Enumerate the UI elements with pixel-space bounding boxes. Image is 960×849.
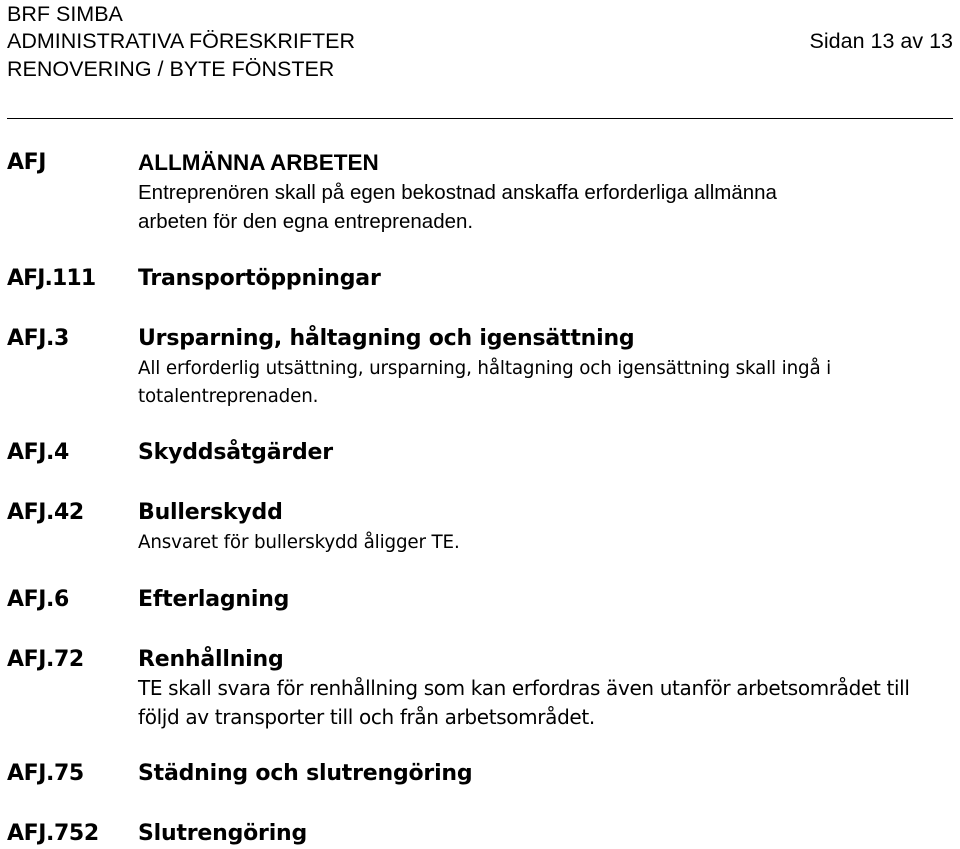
section-title: ALLMÄNNA ARBETEN [138,150,379,175]
section-text [138,355,831,411]
section-title: Skyddsåtgärder [138,440,333,465]
section-title: Efterlagning [138,587,290,612]
section-code: AFJ.111 [7,266,96,291]
section-code: AFJ.75 [7,761,84,786]
section-title: Städning och slutrengöring [138,761,473,786]
section-code: AFJ [7,150,47,175]
section-text-line: TE skall svara för renhållning som kan erfordras även utanför arbetsområdet till [138,676,910,700]
section-title: Slutrengöring [138,821,308,846]
page-number: Sidan 13 av 13 [809,29,953,53]
section-text-line: Entreprenören skall på egen bekostnad anskaffa erforderliga allmänna [138,181,777,204]
header-subject: RENOVERING / BYTE FÖNSTER [7,57,335,81]
section-code: AFJ.4 [7,440,69,465]
section-text-line: följd av transporter till och från arbetsområdet. [138,705,595,729]
header-org: BRF SIMBA [7,2,123,26]
section-title: Bullerskydd [138,500,283,525]
section-text-line: Ansvaret för bullerskydd åligger TE. [138,532,460,553]
section-text-line: arbeten för den egna entreprenaden. [138,210,474,233]
section-code: AFJ.42 [7,500,84,525]
section-title: Transportöppningar [138,266,381,291]
section-text-line: totalentreprenaden. [138,386,319,407]
section-code: AFJ.3 [7,326,69,351]
header-doc-type: ADMINISTRATIVA FÖRESKRIFTER [7,29,356,53]
section-code: AFJ.72 [7,647,84,672]
section-title: Ursparning, håltagning och igensättning [138,326,635,351]
section-text-line: All erforderlig utsättning, ursparning, håltagning och igensättning skall ingå i [138,358,832,379]
section-code: AFJ.6 [7,587,69,612]
section-text [138,178,777,236]
section-title: Renhållning [138,647,284,672]
section-text [138,674,910,732]
section-text [138,529,460,557]
page-header [7,0,953,119]
section-code: AFJ.752 [7,821,99,846]
